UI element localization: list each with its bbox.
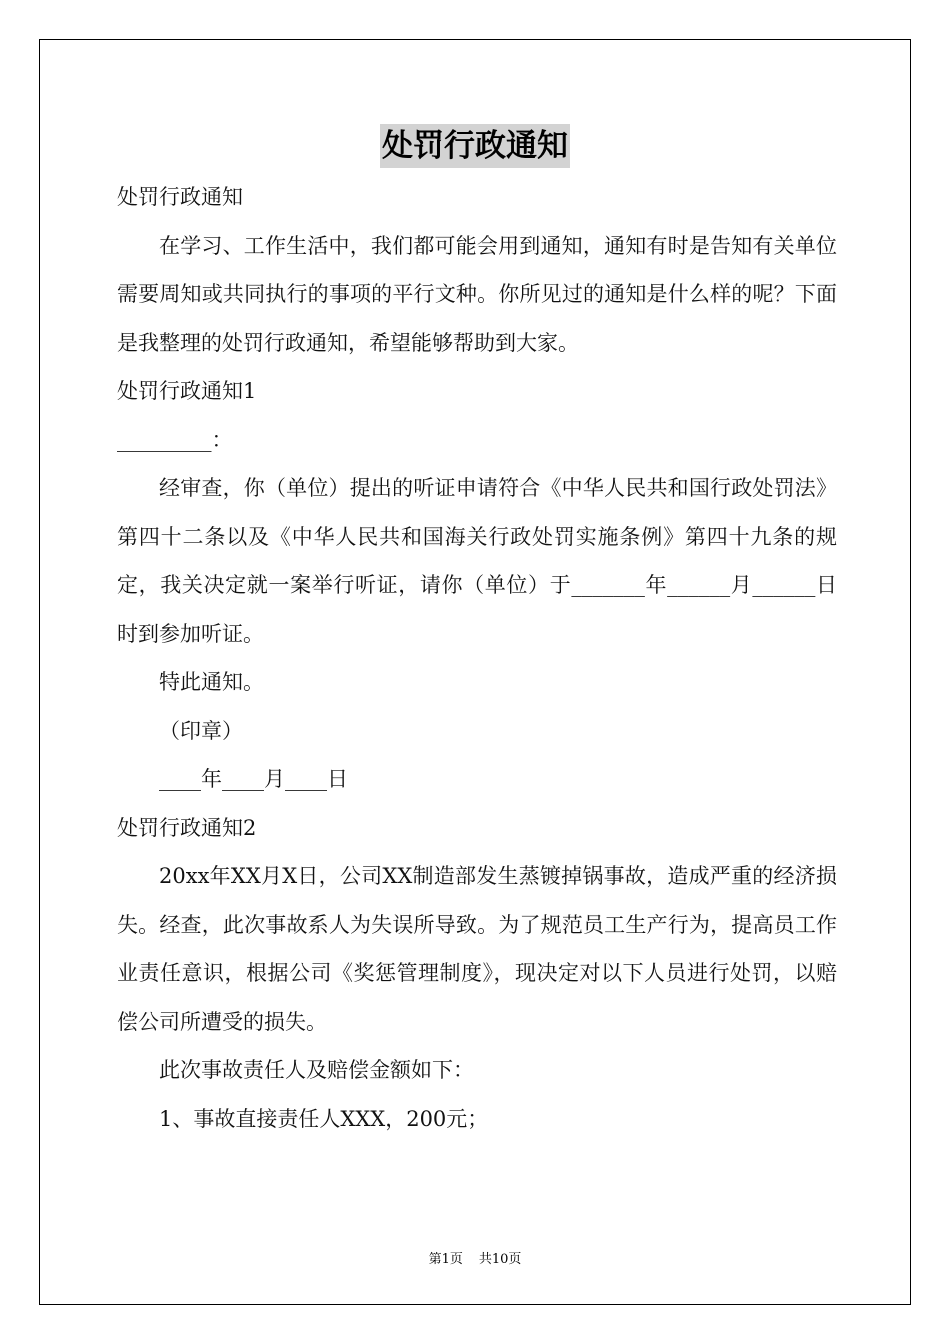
liability-item-1: 1、事故直接责任人XXX，200元； <box>159 1106 489 1131</box>
page-footer <box>0 1248 950 1267</box>
liability-intro: 此次事故责任人及赔偿金额如下： <box>159 1058 474 1082</box>
page-number: 第1页 <box>428 1252 463 1267</box>
closing-line: 特此通知。 <box>159 670 264 694</box>
intro-paragraph: 在学习、工作生活中，我们都可能会用到通知，通知有时是告知有关单位需要周知或共同执行的事项的平行文种。你所见过的通知是什么样的呢？下面是我整理的处罚行政通知，希望能够帮助到大家。 <box>117 233 837 355</box>
notice-body-paragraph: 经审查，你（单位）提出的听证申请符合《中华人民共和国行政处罚法》第四十二条以及《中华人民共和国海关行政处罚实施条例》第四十九条的规定，我关决定就一案举行听证，请你（单位）于_______年______月______日时到参加听证。 <box>117 476 837 646</box>
document-body <box>117 173 837 1143</box>
section-heading-2: 处罚行政通知2 <box>117 815 257 840</box>
title-container <box>0 124 950 168</box>
date-blank-line: ____年____月____日 <box>159 767 348 791</box>
addressee-blank: _________： <box>117 427 233 452</box>
page-total: 共10页 <box>478 1252 522 1267</box>
incident-paragraph: 20xx年XX月X日，公司XX制造部发生蒸镀掉锅事故，造成严重的经济损失。经查，此次事故系人为失误所导致。为了规范员工生产行为，提高员工作业责任意识，根据公司《奖惩管理制度》，现决定对以下人员进行处罚，以赔偿公司所遭受的损失。 <box>117 864 837 1034</box>
subtitle-line: 处罚行政通知 <box>117 185 243 209</box>
section-heading-1: 处罚行政通知1 <box>117 379 257 403</box>
document-title: 处罚行政通知 <box>380 124 570 168</box>
seal-line: （印章） <box>159 718 243 743</box>
